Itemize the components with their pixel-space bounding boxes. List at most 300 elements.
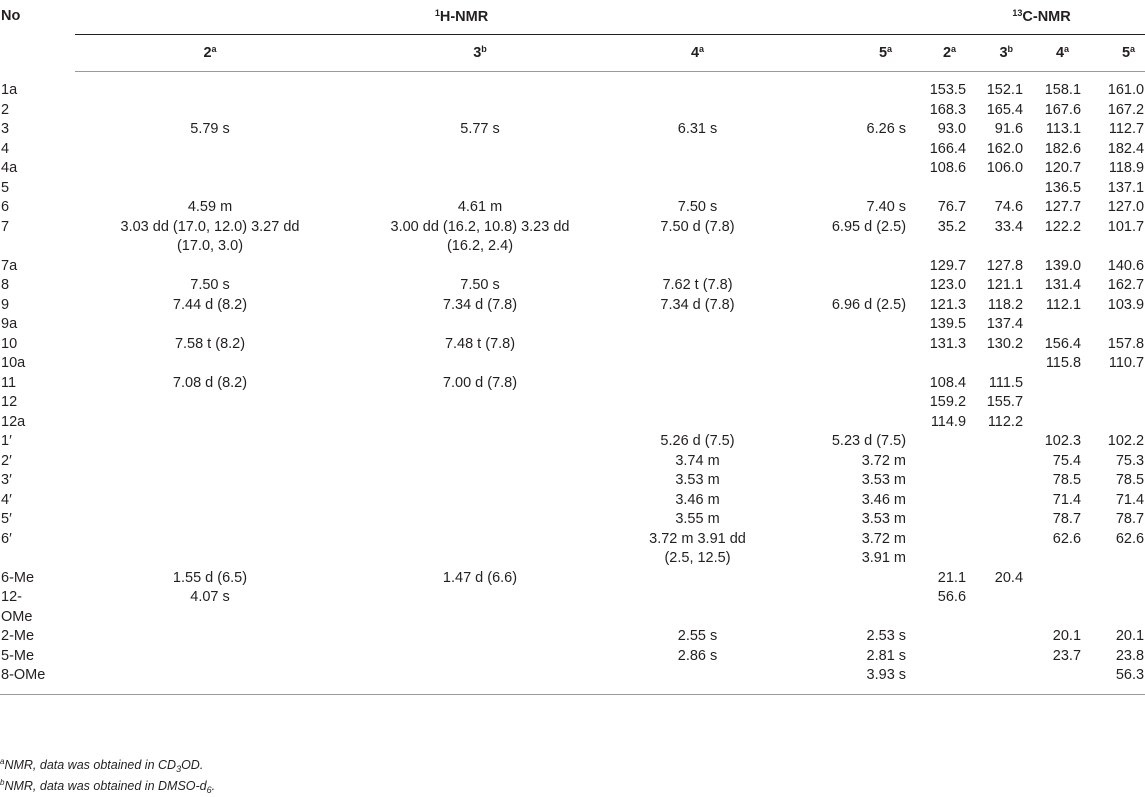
cell-h2 — [75, 101, 345, 121]
cell-c2: 123.0 — [929, 277, 967, 293]
cell-h4: 2.55 s — [677, 628, 718, 644]
cell-c5 — [1083, 569, 1145, 589]
cell-no: 5 — [1, 179, 10, 196]
cell-c4: 115.8 — [1045, 355, 1082, 371]
cell-h2: (17.0, 3.0) — [176, 238, 244, 254]
cell-h5: 6.96 d (2.5) — [831, 296, 907, 313]
cell-c5: 127.0 — [1107, 199, 1145, 215]
cell-no: 12- — [1, 589, 22, 605]
cell-c4 — [1025, 413, 1083, 433]
h-nmr-group-sup: 1 — [434, 8, 440, 18]
c-col-header: 5$^a$ — [1083, 35, 1145, 72]
table-row — [0, 257, 1145, 277]
cell-c3: 112.2 — [987, 413, 1024, 430]
cell-c3: 20.4 — [994, 569, 1024, 586]
cell-c2 — [908, 510, 968, 530]
cell-c5 — [1083, 549, 1145, 569]
table-row — [0, 354, 1145, 374]
c-nmr-group-sup: 13 — [1012, 8, 1023, 18]
cell-c3 — [968, 491, 1025, 511]
cell-c2: 56.6 — [937, 589, 967, 605]
cell-h2 — [75, 315, 345, 335]
cell-c2 — [908, 647, 968, 667]
table-row — [0, 218, 1145, 238]
cell-c4: 75.4 — [1052, 452, 1082, 469]
cell-h2: 4.07 s — [190, 589, 230, 605]
cell-h5 — [780, 276, 908, 296]
cell-no: 8-OMe — [0, 666, 75, 694]
cell-h3 — [345, 432, 615, 452]
cell-c4: 113.1 — [1045, 121, 1082, 137]
cell-c5: 62.6 — [1115, 530, 1145, 547]
cell-h2 — [75, 452, 345, 472]
cell-c4: 167.6 — [1044, 101, 1082, 118]
h-col-header: 4$^a$ — [615, 35, 780, 72]
cell-h5 — [780, 413, 908, 433]
cell-h4: 3.53 m — [675, 472, 720, 488]
cell-c5: 162.7 — [1107, 277, 1145, 293]
cell-h5 — [780, 315, 908, 335]
cell-h4 — [615, 608, 780, 628]
cell-c2: 21.1 — [937, 569, 967, 586]
cell-h4: 7.50 s — [677, 199, 718, 215]
table-row — [0, 179, 1145, 199]
table-row — [0, 393, 1145, 413]
cell-h2 — [75, 72, 345, 101]
table-row — [0, 72, 1145, 101]
cell-h3: 7.50 s — [460, 277, 500, 293]
cell-h2 — [75, 549, 345, 569]
footnote-b: $^b$NMR, data was obtained in DMSO-$d_6$. — [0, 778, 216, 795]
cell-c4: 131.4 — [1044, 277, 1082, 293]
cell-h4: 3.74 m — [675, 452, 720, 469]
cell-c3 — [968, 647, 1025, 667]
cell-c3 — [968, 432, 1025, 452]
cell-no: OMe — [1, 608, 33, 625]
cell-h5: 3.72 m — [861, 530, 907, 547]
table-row — [0, 491, 1145, 511]
cell-no: 2-Me — [1, 628, 35, 644]
cell-h2 — [75, 471, 345, 491]
cell-c2: 129.7 — [929, 257, 967, 274]
cell-c2 — [908, 530, 968, 550]
cell-h5 — [780, 569, 908, 589]
c-col-header: 2$^a$ — [908, 35, 968, 72]
cell-h3: 7.34 d (7.8) — [442, 296, 518, 313]
cell-h4 — [615, 159, 780, 179]
cell-c3 — [968, 510, 1025, 530]
cell-c2: 168.3 — [929, 101, 967, 118]
cell-h4 — [615, 140, 780, 160]
cell-no: 8 — [1, 277, 10, 293]
cell-c2 — [908, 627, 968, 647]
cell-c2 — [908, 471, 968, 491]
cell-h5 — [780, 335, 908, 355]
cell-c5: 182.4 — [1107, 140, 1145, 157]
cell-h4 — [615, 237, 780, 257]
cell-c3 — [968, 530, 1025, 550]
cell-c4: 136.5 — [1044, 179, 1082, 196]
cell-h3 — [345, 179, 615, 199]
cell-h5: 3.72 m — [861, 452, 907, 469]
cell-h5: 3.46 m — [861, 491, 907, 508]
cell-c2: 166.4 — [929, 140, 967, 157]
cell-h5 — [780, 354, 908, 374]
cell-h4 — [615, 374, 780, 394]
cell-c5: 102.2 — [1107, 433, 1145, 449]
cell-c4 — [1025, 608, 1083, 628]
cell-h2: 5.79 s — [190, 121, 230, 137]
cell-c4: 156.4 — [1044, 335, 1082, 352]
cell-h2 — [75, 179, 345, 199]
cell-h3 — [345, 140, 615, 160]
cell-h3 — [345, 354, 615, 374]
table-row — [0, 315, 1145, 335]
cell-no: 6-Me — [1, 569, 35, 586]
cell-c3: 127.8 — [986, 257, 1024, 274]
cell-c2 — [908, 179, 968, 199]
cell-c4: 122.2 — [1044, 218, 1082, 235]
cell-c2 — [908, 666, 968, 694]
h-col-header: 2$^a$ — [75, 35, 345, 72]
cell-h2 — [75, 257, 345, 277]
cell-c3: 165.4 — [986, 101, 1024, 118]
cell-c2 — [908, 452, 968, 472]
cell-h4 — [615, 413, 780, 433]
table-row — [0, 666, 1145, 694]
cell-no: 4a — [1, 160, 18, 176]
cell-h3 — [345, 666, 615, 694]
cell-h5 — [780, 393, 908, 413]
footnote-a: $^a$NMR, data was obtained in $CD_3OD$. — [0, 757, 204, 774]
cell-c5: 161.0 — [1107, 82, 1145, 98]
table-row — [0, 198, 1145, 218]
cell-h5: 3.53 m — [861, 511, 907, 527]
cell-c3 — [968, 588, 1025, 608]
cell-h4 — [615, 101, 780, 121]
cell-no: 10 — [1, 335, 18, 352]
cell-h2 — [75, 608, 345, 628]
cell-c2 — [908, 491, 968, 511]
cell-c3 — [968, 549, 1025, 569]
cell-h4: 3.55 m — [675, 511, 720, 527]
cell-no: 7a — [1, 257, 18, 274]
table-row — [0, 140, 1145, 160]
cell-h3 — [345, 159, 615, 179]
cell-c3 — [968, 452, 1025, 472]
cell-h3 — [345, 608, 615, 628]
cell-c5: 118.9 — [1108, 160, 1145, 176]
cell-c2 — [908, 549, 968, 569]
cell-h3: 5.77 s — [460, 121, 500, 137]
cell-c4: 71.4 — [1052, 491, 1082, 508]
cell-h3 — [345, 257, 615, 277]
cell-no — [0, 237, 75, 257]
cell-h5 — [780, 608, 908, 628]
cell-h2 — [75, 393, 345, 413]
cell-h5 — [780, 588, 908, 608]
cell-c3: 155.7 — [986, 394, 1024, 410]
cell-no: 2′ — [1, 452, 12, 469]
cell-no: 5-Me — [1, 647, 35, 664]
cell-c2: 114.9 — [930, 413, 967, 430]
cell-h3 — [345, 72, 615, 101]
cell-c3 — [968, 471, 1025, 491]
cell-no: 4′ — [1, 491, 12, 508]
cell-h4: 3.46 m — [675, 491, 720, 508]
cell-no: 5′ — [1, 511, 12, 527]
cell-h5: 2.53 s — [866, 628, 907, 644]
cell-c2 — [908, 237, 968, 257]
cell-c2: 159.2 — [929, 394, 967, 410]
cell-h4 — [615, 179, 780, 199]
cell-no: 6 — [1, 199, 10, 215]
cell-c4 — [1025, 393, 1083, 413]
cell-no: 9a — [1, 316, 18, 332]
cell-c5: 103.9 — [1107, 296, 1145, 313]
cell-h3 — [345, 627, 615, 647]
cell-h5: 5.23 d (7.5) — [831, 433, 907, 449]
cell-c3 — [968, 237, 1025, 257]
cell-c5: 20.1 — [1115, 628, 1145, 644]
cell-no: 6′ — [1, 530, 12, 547]
cell-h2 — [75, 666, 345, 694]
cell-h5: 6.95 d (2.5) — [831, 218, 907, 235]
cell-h3 — [345, 101, 615, 121]
cell-h2: 3.03 dd (17.0, 12.0) 3.27 dd — [120, 218, 300, 235]
cell-c5: 167.2 — [1107, 101, 1145, 118]
table-row — [0, 588, 1145, 608]
cell-c3: 152.1 — [986, 82, 1024, 98]
cell-h4 — [615, 72, 780, 101]
cell-h4 — [615, 666, 780, 694]
cell-h3: (16.2, 2.4) — [446, 238, 514, 254]
cell-c4: 78.7 — [1052, 511, 1082, 527]
cell-h4: 7.62 t (7.8) — [662, 277, 733, 293]
cell-c4: 62.6 — [1052, 530, 1082, 547]
cell-h2 — [75, 413, 345, 433]
cell-c5: 71.4 — [1115, 491, 1145, 508]
cell-c4 — [1025, 374, 1083, 394]
cell-c4: 139.0 — [1044, 257, 1082, 274]
table-row — [0, 335, 1145, 355]
cell-c4: 20.1 — [1052, 628, 1082, 644]
cell-no: 10a — [1, 355, 26, 371]
cell-h3 — [345, 471, 615, 491]
cell-c3 — [968, 354, 1025, 374]
cell-h5 — [780, 257, 908, 277]
cell-c5: 137.1 — [1107, 179, 1145, 196]
cell-h3 — [345, 393, 615, 413]
cell-h5 — [780, 237, 908, 257]
cell-h5: 3.53 m — [861, 472, 907, 488]
cell-c4: 182.6 — [1044, 140, 1082, 157]
cell-h4 — [615, 257, 780, 277]
table-row — [0, 627, 1145, 647]
cell-c5: 78.7 — [1115, 511, 1145, 527]
cell-h5 — [780, 72, 908, 101]
cell-c3: 162.0 — [986, 140, 1024, 157]
cell-c4: 112.1 — [1045, 296, 1082, 313]
cell-h5 — [780, 159, 908, 179]
cell-h3 — [345, 491, 615, 511]
cell-c4 — [1025, 237, 1083, 257]
cell-c4: 23.7 — [1052, 647, 1082, 664]
table-row — [0, 296, 1145, 316]
cell-c5 — [1083, 588, 1145, 608]
cell-c5: 78.5 — [1115, 472, 1145, 488]
cell-c5: 157.8 — [1107, 335, 1145, 352]
cell-h2 — [75, 647, 345, 667]
cell-c5: 101.7 — [1107, 218, 1145, 235]
cell-h3: 7.00 d (7.8) — [442, 374, 518, 391]
cell-c2: 108.4 — [929, 374, 967, 391]
table-row — [0, 647, 1145, 667]
table-row — [0, 120, 1145, 140]
cell-h3 — [345, 452, 615, 472]
cell-h3 — [345, 315, 615, 335]
cell-c3: 33.4 — [994, 218, 1024, 235]
cell-h4 — [615, 335, 780, 355]
cell-c3 — [968, 608, 1025, 628]
cell-c4: 127.7 — [1044, 199, 1082, 215]
table-row — [0, 237, 1145, 257]
cell-c5: 112.7 — [1108, 121, 1145, 137]
cell-c4 — [1025, 569, 1083, 589]
cell-c5 — [1083, 413, 1145, 433]
table-row — [0, 549, 1145, 569]
cell-h2: 7.58 t (8.2) — [174, 335, 246, 352]
table-row — [0, 432, 1145, 452]
cell-c2: 121.3 — [929, 296, 967, 313]
cell-no: 2 — [1, 101, 10, 118]
c-col-header: 4$^a$ — [1025, 35, 1083, 72]
cell-c3: 74.6 — [994, 199, 1024, 215]
cell-no: 9 — [1, 296, 10, 313]
cell-c3: 111.5 — [988, 374, 1024, 391]
cell-h2 — [75, 530, 345, 550]
cell-h3: 1.47 d (6.6) — [442, 569, 518, 586]
cell-h3: 3.00 dd (16.2, 10.8) 3.23 dd — [390, 218, 570, 235]
cell-c2: 35.2 — [937, 218, 967, 235]
cell-h4 — [615, 393, 780, 413]
cell-c2: 108.6 — [929, 160, 967, 176]
cell-c2: 139.5 — [929, 316, 967, 332]
cell-h4 — [615, 588, 780, 608]
cell-h4 — [615, 569, 780, 589]
cell-h3 — [345, 647, 615, 667]
cell-no: 1′ — [1, 433, 12, 449]
cell-c4 — [1025, 549, 1083, 569]
cell-c5: 23.8 — [1115, 647, 1145, 664]
cell-h5: 7.40 s — [866, 199, 907, 215]
cell-c5: 140.6 — [1107, 257, 1145, 274]
cell-h2: 1.55 d (6.5) — [172, 569, 248, 586]
cell-c5 — [1083, 315, 1145, 335]
cell-c3: 130.2 — [986, 335, 1024, 352]
table-row — [0, 471, 1145, 491]
cell-c2: 76.7 — [937, 199, 967, 215]
cell-c4: 120.7 — [1044, 160, 1082, 176]
table-row — [0, 510, 1145, 530]
cell-c3 — [968, 666, 1025, 694]
cell-h4: 7.34 d (7.8) — [660, 296, 735, 313]
cell-c5: 110.7 — [1108, 355, 1145, 371]
table-row — [0, 101, 1145, 121]
h-col-header: 5$^a$ — [780, 35, 908, 72]
table-row — [0, 608, 1145, 628]
h-nmr-group-header — [75, 0, 908, 35]
cell-h5 — [780, 179, 908, 199]
cell-no — [0, 549, 75, 569]
cell-no: 1a — [1, 81, 18, 98]
cell-c5: 75.3 — [1115, 452, 1145, 469]
cell-no: 12a — [1, 413, 26, 430]
cell-h5 — [780, 140, 908, 160]
cell-no: 3′ — [1, 472, 12, 488]
cell-c4: 78.5 — [1052, 472, 1082, 488]
cell-h3: 4.61 m — [457, 199, 503, 215]
table-row — [0, 569, 1145, 589]
h-nmr-group-label: H-NMR — [439, 9, 489, 25]
cell-h3 — [345, 413, 615, 433]
cell-c2: 93.0 — [937, 121, 967, 137]
cell-c3: 118.2 — [987, 296, 1024, 313]
cell-h3 — [345, 530, 615, 550]
cell-c5 — [1083, 608, 1145, 628]
cell-h2: 7.44 d (8.2) — [172, 296, 248, 313]
cell-c4 — [1025, 315, 1083, 335]
cell-c4 — [1025, 588, 1083, 608]
cell-c3 — [968, 179, 1025, 199]
table-row — [0, 276, 1145, 296]
cell-h4: 2.86 s — [677, 647, 718, 664]
cell-h2 — [75, 140, 345, 160]
cell-h3 — [345, 510, 615, 530]
cell-h2 — [75, 491, 345, 511]
cell-c5: 56.3 — [1083, 666, 1145, 694]
cell-no: 11 — [1, 374, 17, 391]
cell-h5: 6.26 s — [866, 121, 907, 137]
cell-h2: 7.50 s — [190, 277, 230, 293]
table-row — [0, 374, 1145, 394]
cell-h5 — [780, 374, 908, 394]
cell-h5: 2.81 s — [866, 647, 907, 664]
table-row — [0, 452, 1145, 472]
cell-c5 — [1083, 237, 1145, 257]
cell-h5: 3.93 s — [780, 666, 908, 694]
cell-no: 3 — [1, 121, 10, 137]
cell-h2: 4.59 m — [187, 199, 233, 215]
cell-h4 — [615, 315, 780, 335]
cell-h4 — [615, 354, 780, 374]
table-row — [0, 159, 1145, 179]
cell-no: 12 — [1, 394, 18, 410]
cell-h2 — [75, 627, 345, 647]
header-row-compounds — [0, 35, 1145, 72]
c-col-header: 3$^b$ — [968, 35, 1025, 72]
header-row-groups — [0, 0, 1145, 35]
cell-h4: 5.26 d (7.5) — [660, 433, 735, 449]
cell-c3: 106.0 — [986, 160, 1024, 176]
cell-no: 7 — [1, 218, 10, 235]
cell-c4: 102.3 — [1044, 433, 1082, 449]
cell-c2: 131.3 — [929, 335, 967, 352]
table-body — [0, 72, 1145, 695]
c-nmr-group-label: C-NMR — [1022, 9, 1071, 25]
cell-h3 — [345, 588, 615, 608]
cell-c5 — [1083, 374, 1145, 394]
